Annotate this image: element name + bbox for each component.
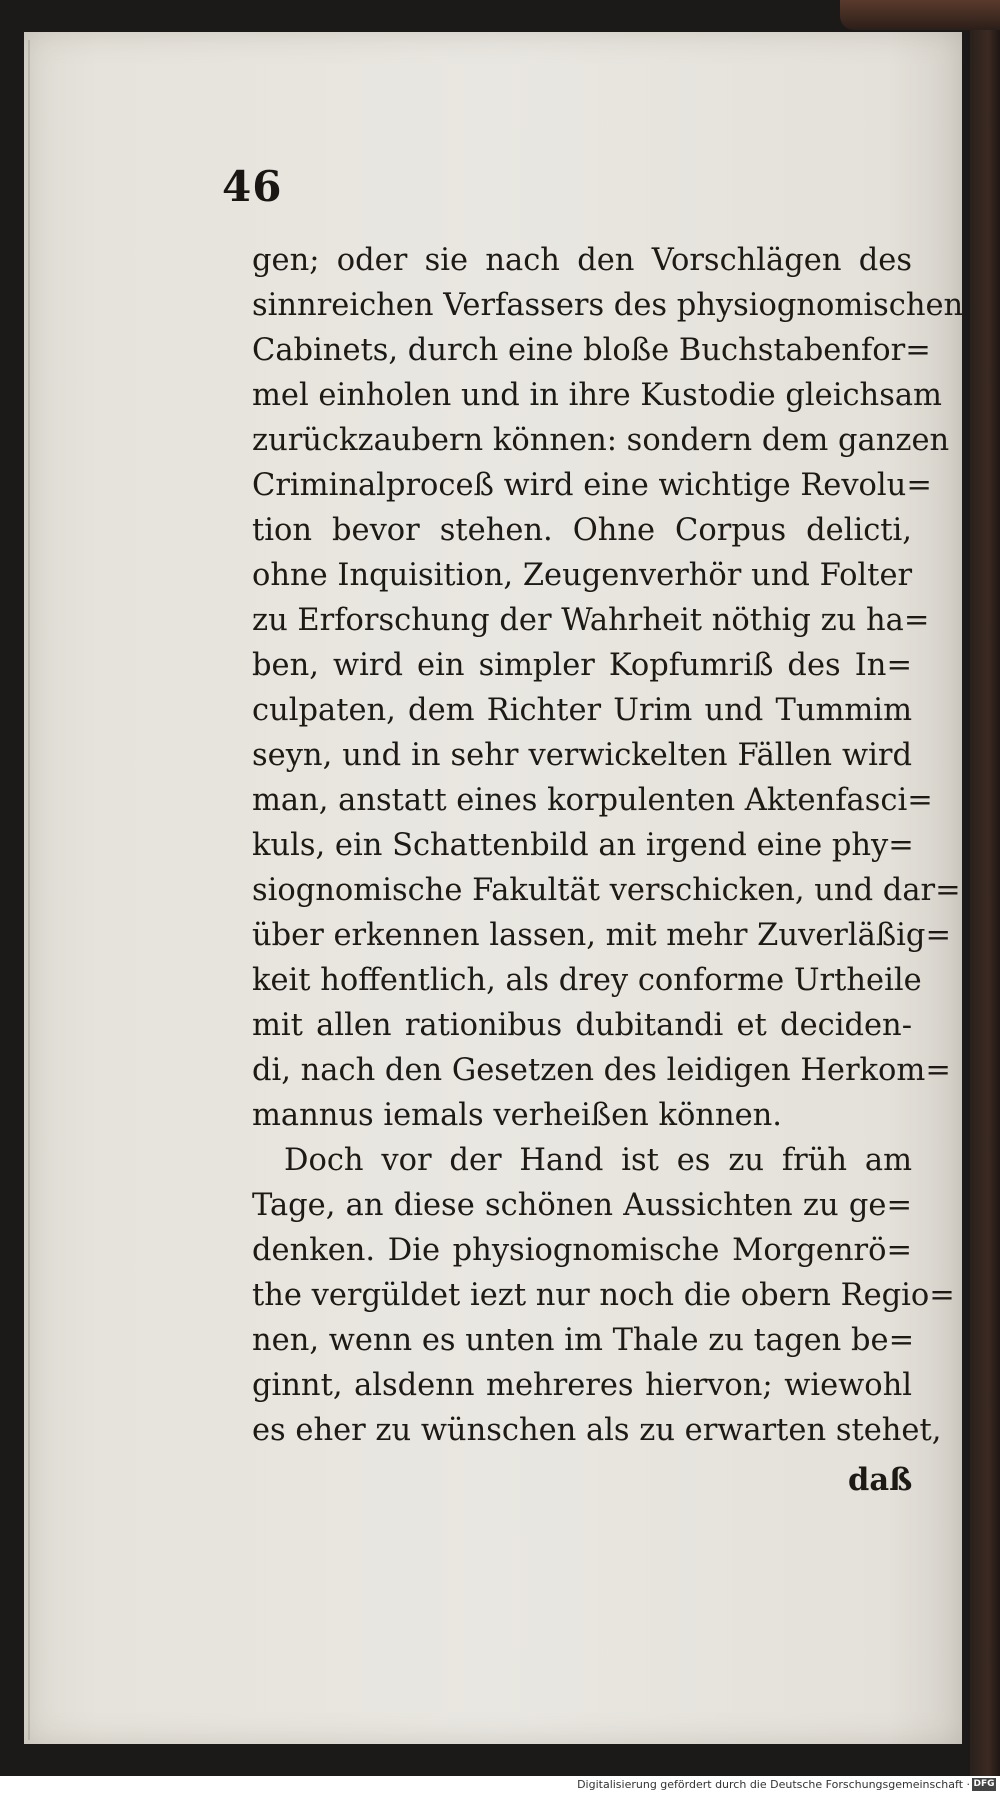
text-line: mel einholen und in ihre Kustodie gleichsam bbox=[252, 378, 942, 413]
text-line: mannus iemals verheißen können. bbox=[252, 1098, 782, 1133]
page-gutter-line bbox=[28, 40, 30, 1740]
text-line: mit allen rationibus dubitandi et deciden- bbox=[252, 1008, 912, 1043]
text-line: gen; oder sie nach den Vorschlägen des bbox=[252, 243, 912, 278]
text-line: ben, wird ein simpler Kopfumriß des In= bbox=[252, 648, 912, 683]
text-line: siognomische Fakultät verschicken, und dar= bbox=[252, 873, 961, 908]
text-line: zu Erforschung der Wahrheit nöthig zu ha= bbox=[252, 603, 930, 638]
text-line: the vergüldet iezt nur noch die obern Regio= bbox=[252, 1278, 955, 1313]
text-line: di, nach den Gesetzen des leidigen Herkom= bbox=[252, 1053, 951, 1088]
catchword: daß bbox=[848, 1462, 913, 1498]
digitization-credit: Digitalisierung gefördert durch die Deutsche Forschungsgemeinschaft · bbox=[577, 1778, 970, 1791]
text-line: Doch vor der Hand ist es zu früh am bbox=[284, 1143, 912, 1178]
book-edge bbox=[970, 0, 1000, 1776]
text-line: ginnt, alsdenn mehreres hiervon; wiewohl bbox=[252, 1368, 912, 1403]
text-line: man, anstatt eines korpulenten Aktenfasci= bbox=[252, 783, 933, 818]
text-line: seyn, und in sehr verwickelten Fällen wird bbox=[252, 738, 912, 773]
text-line: kuls, ein Schattenbild an irgend eine phy= bbox=[252, 828, 914, 863]
text-line: culpaten, dem Richter Urim und Tummim bbox=[252, 693, 912, 728]
text-line: nen, wenn es unten im Thale zu tagen be= bbox=[252, 1323, 915, 1358]
page-number: 46 bbox=[222, 162, 283, 211]
dfg-logo: DFG bbox=[973, 1779, 995, 1789]
text-line: ohne Inquisition, Zeugenverhör und Folter bbox=[252, 558, 913, 593]
book-cover-corner bbox=[840, 0, 1000, 30]
page-text bbox=[252, 238, 964, 1453]
text-line: Cabinets, durch eine bloße Buchstabenfor= bbox=[252, 333, 931, 368]
text-line: über erkennen lassen, mit mehr Zuverläßig= bbox=[252, 918, 952, 953]
text-line: denken. Die physiognomische Morgenrö= bbox=[252, 1233, 912, 1268]
text-line: Tage, an diese schönen Aussichten zu ge= bbox=[252, 1188, 912, 1223]
text-line: Criminalproceß wird eine wichtige Revolu= bbox=[252, 468, 932, 503]
text-line: keit hoffentlich, als drey conforme Urtheile bbox=[252, 963, 922, 998]
text-line: sinnreichen Verfassers des physiognomischen bbox=[252, 288, 964, 323]
text-line: es eher zu wünschen als zu erwarten stehet, bbox=[252, 1413, 942, 1448]
text-line: zurückzaubern können: sondern dem ganzen bbox=[252, 423, 950, 458]
text-line: tion bevor stehen. Ohne Corpus delicti, bbox=[252, 513, 912, 548]
